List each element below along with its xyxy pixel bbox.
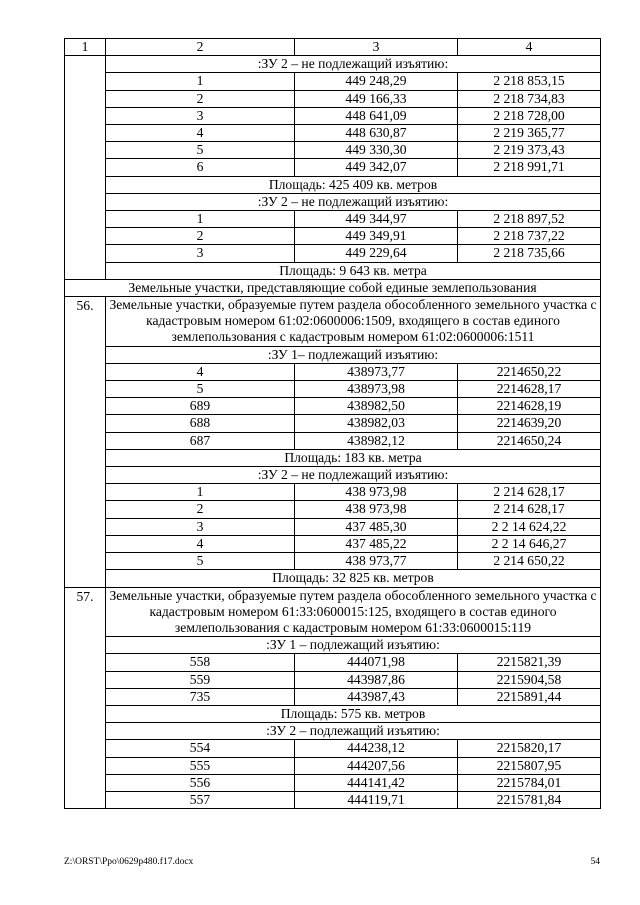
coord-y: 2 214 628,17 [458, 501, 601, 518]
item-number-cell [65, 56, 106, 280]
coord-x: 449 166,33 [295, 90, 458, 107]
table-row [65, 245, 601, 262]
table-row [65, 740, 601, 757]
coord-y: 2 214 628,17 [458, 484, 601, 501]
point-number: 2 [106, 501, 295, 518]
plot-area: Площадь: 32 825 кв. метров [106, 570, 601, 587]
table-row [65, 654, 601, 671]
subheading-row [65, 56, 601, 73]
point-number: 4 [106, 535, 295, 552]
coord-x: 449 248,29 [295, 73, 458, 90]
coord-x: 438982,50 [295, 398, 458, 415]
coord-y: 2215781,84 [458, 791, 601, 808]
point-number: 5 [106, 142, 295, 159]
coord-y: 2215784,01 [458, 774, 601, 791]
item-description-row [65, 587, 601, 637]
point-number: 3 [106, 107, 295, 124]
table-row [65, 415, 601, 432]
coord-y: 2 218 853,15 [458, 73, 601, 90]
item-description: Земельные участки, образуемые путем раздела обособленного земельного участка с кадастровым номером 61:33:0600015:125, входящего в состав единого землепользования с кадастровым номером 61:33:0600015:119 [106, 587, 601, 637]
coord-y: 2215904,58 [458, 671, 601, 688]
coord-y: 2215807,95 [458, 757, 601, 774]
coord-x: 438 973,98 [295, 484, 458, 501]
coord-x: 449 229,64 [295, 245, 458, 262]
table-row [65, 228, 601, 245]
area-row [65, 176, 601, 193]
coord-y: 2 218 728,00 [458, 107, 601, 124]
point-number: 1 [106, 484, 295, 501]
table-row [65, 518, 601, 535]
table-row [65, 142, 601, 159]
coord-y: 2 2 14 646,27 [458, 535, 601, 552]
coordinates-table [64, 38, 601, 809]
table-row [65, 159, 601, 176]
table-row [65, 553, 601, 570]
coord-x: 449 344,97 [295, 211, 458, 228]
coord-x: 448 641,09 [295, 107, 458, 124]
coord-y: 2214650,22 [458, 363, 601, 380]
coord-x: 437 485,22 [295, 535, 458, 552]
coord-y: 2215891,44 [458, 688, 601, 705]
point-number: 554 [106, 740, 295, 757]
plot-subheading: :ЗУ 2 – не подлежащий изъятию: [106, 467, 601, 484]
table-row [65, 90, 601, 107]
coord-x: 437 485,30 [295, 518, 458, 535]
coord-x: 444141,42 [295, 774, 458, 791]
coord-y: 2 218 737,22 [458, 228, 601, 245]
item-number: 57. [65, 587, 106, 809]
coord-y: 2 214 650,22 [458, 553, 601, 570]
coord-x: 438982,12 [295, 432, 458, 449]
table-row [65, 211, 601, 228]
plot-subheading: :ЗУ 2 – не подлежащий изъятию: [106, 56, 601, 73]
coord-x: 438973,98 [295, 381, 458, 398]
point-number: 1 [106, 211, 295, 228]
point-number: 689 [106, 398, 295, 415]
table-row [65, 432, 601, 449]
section-heading: Земельные участки, представляющие собой единые землепользования [65, 279, 601, 296]
header-col-2: 2 [106, 39, 295, 56]
coord-y: 2214639,20 [458, 415, 601, 432]
coord-x: 449 330,30 [295, 142, 458, 159]
coord-x: 438 973,77 [295, 553, 458, 570]
table-row [65, 363, 601, 380]
table-row [65, 757, 601, 774]
point-number: 5 [106, 553, 295, 570]
area-row [65, 570, 601, 587]
point-number: 557 [106, 791, 295, 808]
table-row [65, 125, 601, 142]
plot-subheading: :ЗУ 2 – не подлежащий изъятию: [106, 193, 601, 210]
table-row [65, 73, 601, 90]
coord-x: 444071,98 [295, 654, 458, 671]
plot-subheading: :ЗУ 2 – подлежащий изъятию: [106, 723, 601, 740]
table-header-row [65, 39, 601, 56]
point-number: 688 [106, 415, 295, 432]
point-number: 4 [106, 125, 295, 142]
subheading-row [65, 346, 601, 363]
plot-area: Площадь: 183 кв. метра [106, 449, 601, 466]
plot-area: Площадь: 425 409 кв. метров [106, 176, 601, 193]
plot-area: Площадь: 575 кв. метров [106, 705, 601, 722]
coord-y: 2 218 735,66 [458, 245, 601, 262]
subheading-row [65, 637, 601, 654]
table-row [65, 107, 601, 124]
coord-y: 2 218 991,71 [458, 159, 601, 176]
subheading-row [65, 193, 601, 210]
coord-y: 2 218 734,83 [458, 90, 601, 107]
coord-y: 2214628,19 [458, 398, 601, 415]
coord-x: 443987,43 [295, 688, 458, 705]
area-row [65, 705, 601, 722]
table-row [65, 535, 601, 552]
coord-x: 438982,03 [295, 415, 458, 432]
coord-x: 449 349,91 [295, 228, 458, 245]
item-description-row [65, 297, 601, 347]
coord-y: 2214628,17 [458, 381, 601, 398]
coord-y: 2 2 14 624,22 [458, 518, 601, 535]
header-col-4: 4 [458, 39, 601, 56]
coord-x: 449 342,07 [295, 159, 458, 176]
coord-x: 438 973,98 [295, 501, 458, 518]
table-row [65, 671, 601, 688]
header-col-3: 3 [295, 39, 458, 56]
coord-y: 2215821,39 [458, 654, 601, 671]
subheading-row [65, 467, 601, 484]
point-number: 5 [106, 381, 295, 398]
point-number: 556 [106, 774, 295, 791]
page-number: 54 [590, 857, 600, 867]
point-number: 559 [106, 671, 295, 688]
coord-x: 444119,71 [295, 791, 458, 808]
table-row [65, 484, 601, 501]
coord-y: 2215820,17 [458, 740, 601, 757]
plot-subheading: :ЗУ 1 – подлежащий изъятию: [106, 637, 601, 654]
point-number: 3 [106, 518, 295, 535]
area-row [65, 449, 601, 466]
coord-y: 2 218 897,52 [458, 211, 601, 228]
point-number: 735 [106, 688, 295, 705]
point-number: 2 [106, 228, 295, 245]
point-number: 2 [106, 90, 295, 107]
table-row [65, 398, 601, 415]
plot-subheading: :ЗУ 1– подлежащий изъятию: [106, 346, 601, 363]
file-path: Z:\ORST\Ppo\0629p480.f17.docx [64, 857, 194, 867]
table-row [65, 688, 601, 705]
item-number: 56. [65, 297, 106, 587]
item-description: Земельные участки, образуемые путем раздела обособленного земельного участка с кадастровым номером 61:02:0600006:1509, входящего в состав единого землепользования с кадастровым номером 61:02:0600006:1511 [106, 297, 601, 347]
coord-y: 2 219 373,43 [458, 142, 601, 159]
coord-y: 2214650,24 [458, 432, 601, 449]
coord-x: 444207,56 [295, 757, 458, 774]
table-row [65, 791, 601, 808]
table-row [65, 501, 601, 518]
table-row [65, 774, 601, 791]
coord-x: 438973,77 [295, 363, 458, 380]
coord-x: 443987,86 [295, 671, 458, 688]
point-number: 4 [106, 363, 295, 380]
table-row [65, 381, 601, 398]
point-number: 3 [106, 245, 295, 262]
point-number: 555 [106, 757, 295, 774]
point-number: 1 [106, 73, 295, 90]
area-row [65, 262, 601, 279]
section-heading-row [65, 279, 601, 296]
point-number: 6 [106, 159, 295, 176]
plot-area: Площадь: 9 643 кв. метра [106, 262, 601, 279]
coord-y: 2 219 365,77 [458, 125, 601, 142]
subheading-row [65, 723, 601, 740]
point-number: 558 [106, 654, 295, 671]
coord-x: 444238,12 [295, 740, 458, 757]
point-number: 687 [106, 432, 295, 449]
header-col-1: 1 [65, 39, 106, 56]
coord-x: 448 630,87 [295, 125, 458, 142]
